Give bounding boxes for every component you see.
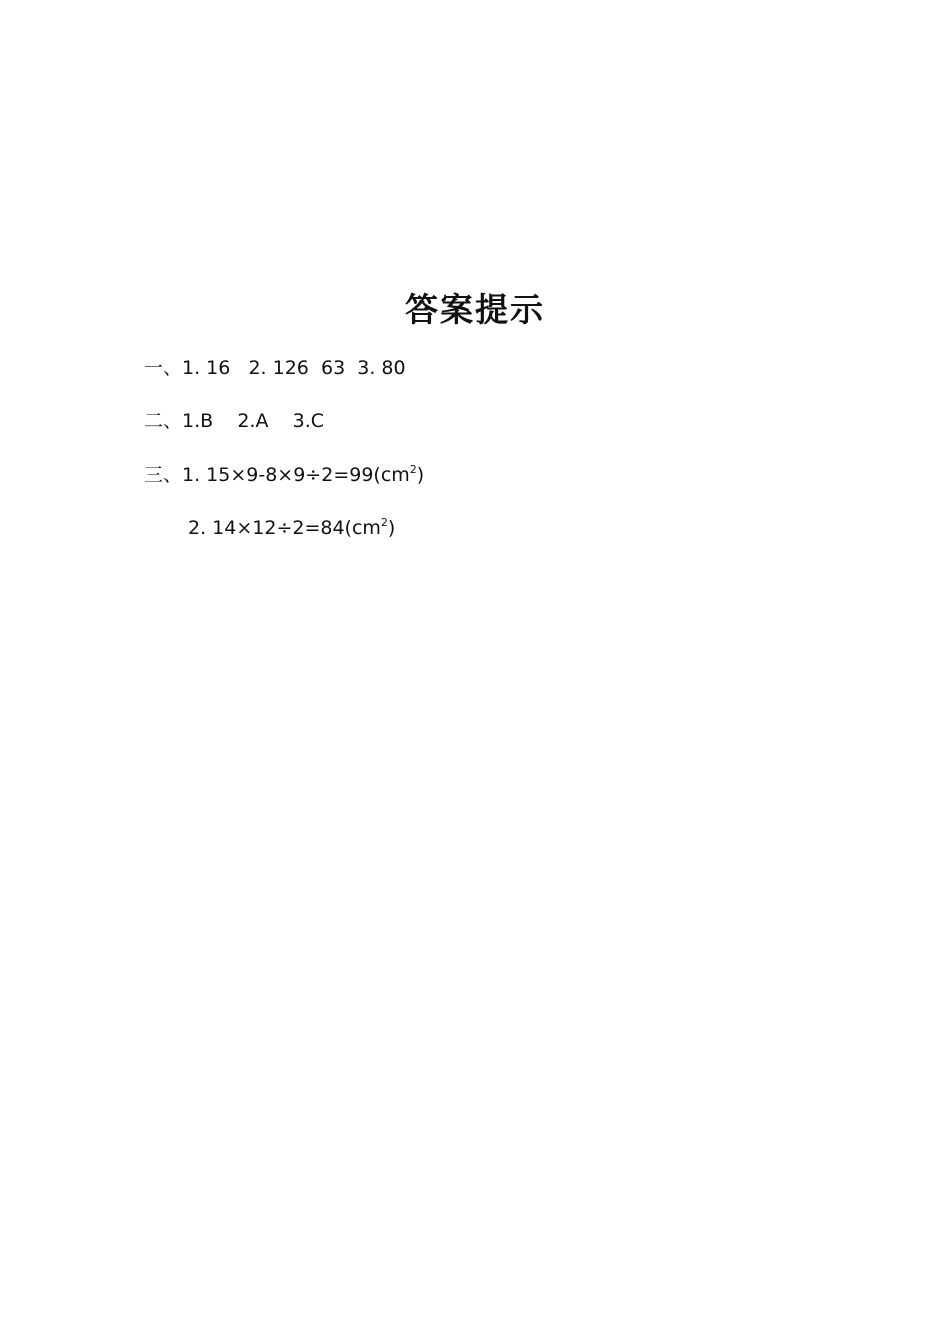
unit-exponent: 2 [380, 516, 388, 529]
answer-section-3-item-2 [188, 515, 395, 541]
unit-close: ) [416, 464, 425, 486]
unit-close: ) [387, 517, 396, 539]
unit-exponent: 2 [409, 463, 417, 476]
answer-section-2: 二、1.B 2.A 3.C [144, 410, 324, 432]
answer-section-1: 一、1. 16 2. 126 63 3. 80 [144, 357, 406, 379]
area-unit [373, 464, 424, 486]
answer-section-3-item-1 [144, 462, 424, 488]
unit-open: (cm [373, 464, 410, 486]
unit-open: (cm [344, 517, 381, 539]
area-unit [345, 517, 396, 539]
page-title: 答案提示 [405, 290, 545, 329]
answer-expression: 三、1. 15×9-8×9÷2=99 [144, 464, 374, 486]
answer-expression: 2. 14×12÷2=84 [188, 517, 345, 539]
